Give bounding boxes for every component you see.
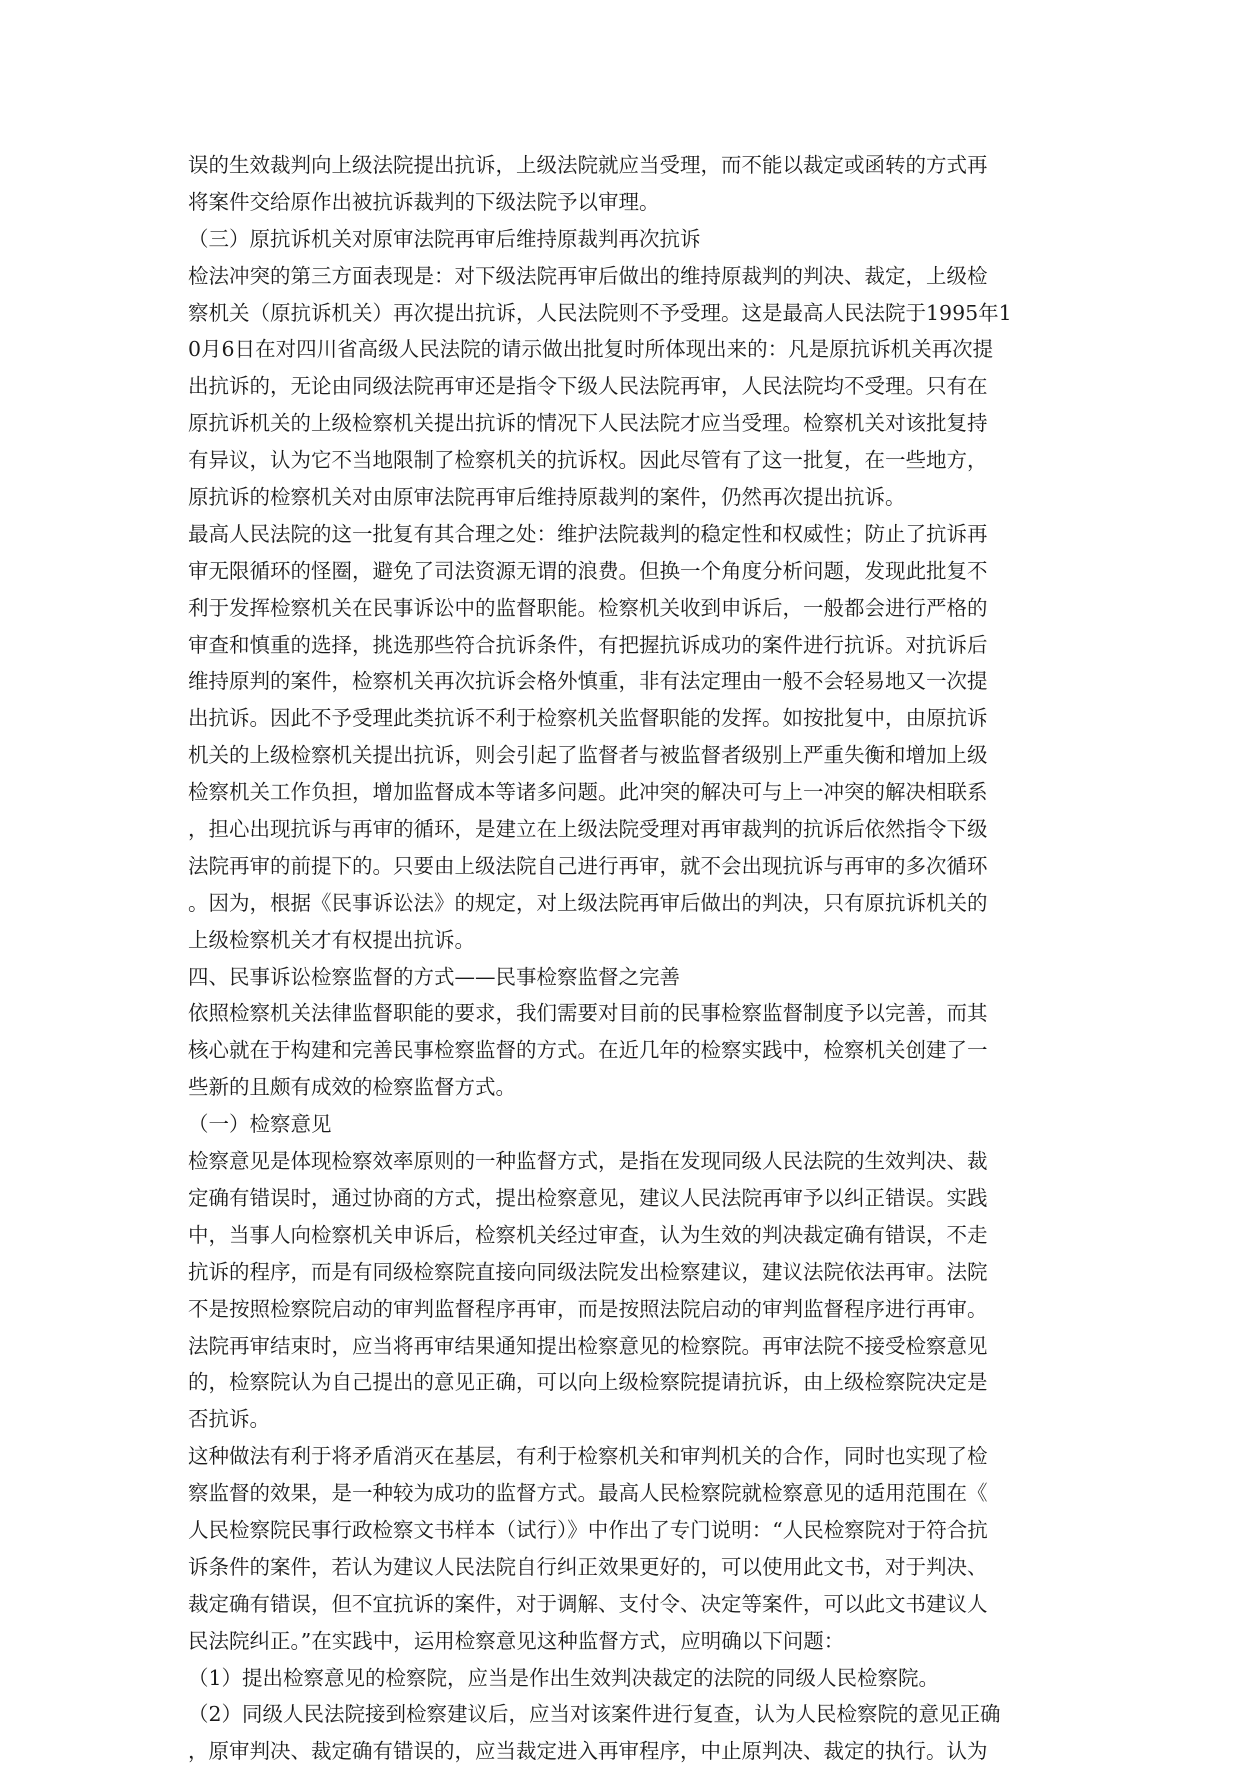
text-line: 。因为，根据《民事诉讼法》的规定，对上级法院再审后做出的判决，只有原抗诉机关的: [188, 890, 988, 915]
text-line: 审无限循环的怪圈，避免了司法资源无谓的浪费。但换一个角度分析问题，发现此批复不: [188, 558, 988, 583]
text-line: 民法院纠正。”在实践中，运用检察意见这种监督方式，应明确以下问题：: [188, 1628, 845, 1653]
text-line: 将案件交给原作出被抗诉裁判的下级法院予以审理。: [188, 189, 660, 214]
text-line: 法院再审结束时，应当将再审结果通知提出检察意见的检察院。再审法院不接受检察意见: [188, 1333, 988, 1358]
text-line: 出抗诉。因此不予受理此类抗诉不利于检察机关监督职能的发挥。如按批复中，由原抗诉: [188, 706, 988, 731]
text-line: 些新的且颇有成效的检察监督方式。: [188, 1075, 516, 1100]
text-line: ，担心出现抗诉与再审的循环，是建立在上级法院受理对再审裁判的抗诉后依然指令下级: [188, 817, 988, 842]
text-line: 检察意见是体现检察效率原则的一种监督方式，是指在发现同级人民法院的生效判决、裁: [188, 1149, 988, 1174]
body-text: [188, 147, 1058, 1770]
text-line: 否抗诉。: [188, 1407, 270, 1432]
text-line: 抗诉的程序，而是有同级检察院直接向同级法院发出检察建议，建议法院依法再审。法院: [188, 1259, 988, 1284]
text-line: 机关的上级检察机关提出抗诉，则会引起了监督者与被监督者级别上严重失衡和增加上级: [188, 743, 988, 768]
text-line: 利于发挥检察机关在民事诉讼中的监督职能。检察机关收到申诉后，一般都会进行严格的: [188, 595, 988, 620]
text-line: 检法冲突的第三方面表现是：对下级法院再审后做出的维持原裁判的判决、裁定，上级检: [188, 263, 988, 288]
text-line: 察机关（原抗诉机关）再次提出抗诉，人民法院则不予受理。这是最高人民法院于1995年1: [188, 300, 1012, 325]
text-line: 有异议，认为它不当地限制了检察机关的抗诉权。因此尽管有了这一批复，在一些地方，: [188, 448, 988, 473]
text-line: 这种做法有利于将矛盾消灭在基层，有利于检察机关和审判机关的合作，同时也实现了检: [188, 1444, 988, 1469]
text-line: 定确有错误时，通过协商的方式，提出检察意见，建议人民法院再审予以纠正错误。实践: [188, 1185, 988, 1210]
text-line: 维持原判的案件，检察机关再次抗诉会格外慎重，非有法定理由一般不会轻易地又一次提: [188, 669, 988, 694]
text-line: 察监督的效果，是一种较为成功的监督方式。最高人民检察院就检察意见的适用范围在《: [188, 1481, 988, 1506]
section-heading: 四、民事诉讼检察监督的方式——民事检察监督之完善: [188, 964, 680, 989]
text-line: 的，检察院认为自己提出的意见正确，可以向上级检察院提请抗诉，由上级检察院决定是: [188, 1370, 988, 1395]
text-line: 最高人民法院的这一批复有其合理之处：维护法院裁判的稳定性和权威性；防止了抗诉再: [188, 521, 988, 546]
text-line: 检察机关工作负担，增加监督成本等诸多问题。此冲突的解决可与上一冲突的解决相联系: [188, 780, 988, 805]
text-line: 依照检察机关法律监督职能的要求，我们需要对目前的民事检察监督制度予以完善，而其: [188, 1001, 988, 1026]
text-line: 法院再审的前提下的。只要由上级法院自己进行再审，就不会出现抗诉与再审的多次循环: [188, 853, 988, 878]
text-line: 上级检察机关才有权提出抗诉。: [188, 927, 475, 952]
list-item: （2）同级人民法院接到检察建议后，应当对该案件进行复查，认为人民检察院的意见正确: [188, 1702, 1001, 1727]
text-line: 诉条件的案件，若认为建议人民法院自行纠正效果更好的，可以使用此文书，对于判决、: [188, 1554, 988, 1579]
text-line: 人民检察院民事行政检察文书样本（试行）》中作出了专门说明：“人民检察院对于符合抗: [188, 1517, 988, 1542]
text-line: 原抗诉的检察机关对由原审法院再审后维持原裁判的案件，仍然再次提出抗诉。: [188, 485, 906, 510]
text-line: 裁定确有错误，但不宜抗诉的案件，对于调解、支付令、决定等案件，可以此文书建议人: [188, 1591, 988, 1616]
text-line: 0月6日在对四川省高级人民法院的请示做出批复时所体现出来的：凡是原抗诉机关再次提: [188, 337, 994, 362]
text-line: 核心就在于构建和完善民事检察监督的方式。在近几年的检察实践中，检察机关创建了一: [188, 1038, 988, 1063]
text-line: 中，当事人向检察机关申诉后，检察机关经过审查，认为生效的判决裁定确有错误，不走: [188, 1222, 988, 1247]
list-item: （1）提出检察意见的检察院，应当是作出生效判决裁定的法院的同级人民检察院。: [188, 1665, 940, 1690]
section-heading: （三）原抗诉机关对原审法院再审后维持原裁判再次抗诉: [188, 226, 701, 251]
text-line: 出抗诉的，无论由同级法院再审还是指令下级人民法院再审，人民法院均不受理。只有在: [188, 374, 988, 399]
section-heading: （一）检察意见: [188, 1112, 332, 1137]
text-line: 误的生效裁判向上级法院提出抗诉，上级法院就应当受理，而不能以裁定或函转的方式再: [188, 153, 988, 177]
text-line: 原抗诉机关的上级检察机关提出抗诉的情况下人民法院才应当受理。检察机关对该批复持: [188, 411, 988, 436]
text-line: 不是按照检察院启动的审判监督程序再审，而是按照法院启动的审判监督程序进行再审。: [188, 1296, 988, 1321]
text-line: 审查和慎重的选择，挑选那些符合抗诉条件，有把握抗诉成功的案件进行抗诉。对抗诉后: [188, 632, 988, 657]
text-line: ，原审判决、裁定确有错误的，应当裁定进入再审程序，中止原判决、裁定的执行。认为: [188, 1739, 988, 1764]
